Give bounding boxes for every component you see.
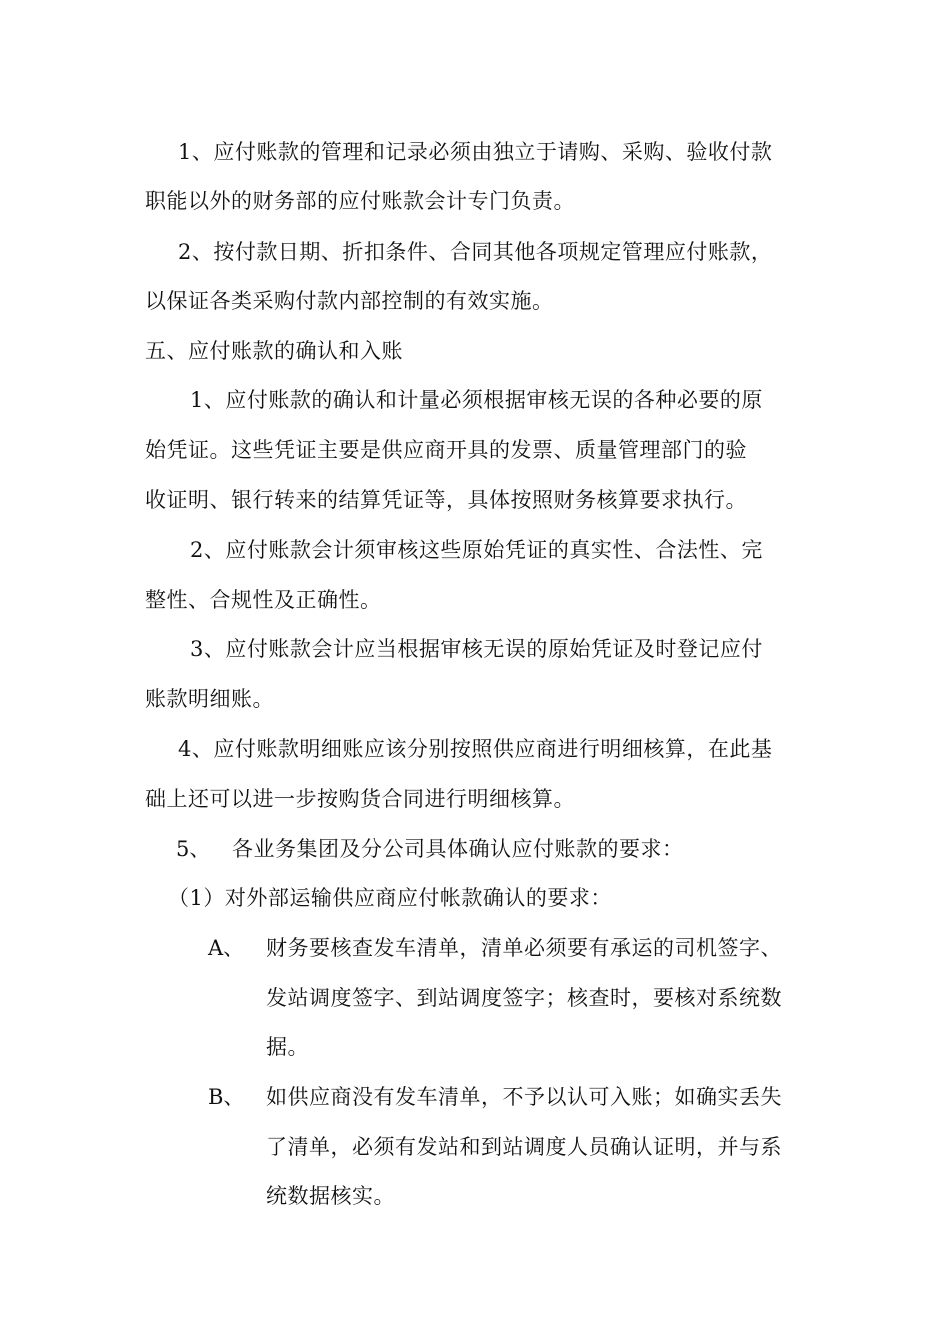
section-heading: 五、应付账款的确认和入账 [145,339,403,363]
paragraph-line: 收证明、银行转来的结算凭证等，具体按照财务核算要求执行。 [145,488,747,512]
paragraph-line: 发站调度签字、到站调度签字；核查时，要核对系统数 [266,986,782,1010]
paragraph-line: 1、应付账款的管理和记录必须由独立于请购、采购、验收付款 [178,140,773,164]
paragraph-line: 2、应付账款会计须审核这些原始凭证的真实性、合法性、完 [190,538,763,562]
paragraph-line: 础上还可以进一步按购货合同进行明细核算。 [145,787,575,811]
paragraph-line: 4、应付账款明细账应该分别按照供应商进行明细核算，在此基 [178,737,773,761]
paragraph-line: 统数据核实。 [266,1184,395,1208]
paragraph-line: 1、应付账款的确认和计量必须根据审核无误的各种必要的原 [190,388,763,412]
paragraph-line: 各业务集团及分公司具体确认应付账款的要求： [232,837,684,861]
paragraph-line: 了清单，必须有发站和到站调度人员确认证明，并与系 [266,1135,782,1159]
paragraph-line: 职能以外的财务部的应付账款会计专门负责。 [145,189,575,213]
paragraph-line: 始凭证。这些凭证主要是供应商开具的发票、质量管理部门的验 [145,438,747,462]
subsection-heading: （1）对外部运输供应商应付帐款确认的要求： [168,886,612,910]
list-number: 5、 [176,837,211,861]
paragraph-line: 账款明细账。 [145,687,274,711]
paragraph-line: 如供应商没有发车清单，不予以认可入账；如确实丢失 [266,1085,782,1109]
list-marker: A、 [208,936,245,960]
list-marker: B、 [208,1085,245,1109]
paragraph-line: 财务要核查发车清单，清单必须要有承运的司机签字、 [266,936,782,960]
paragraph-line: 2、按付款日期、折扣条件、合同其他各项规定管理应付账款， [178,240,773,264]
paragraph-line: 以保证各类采购付款内部控制的有效实施。 [145,289,554,313]
paragraph-line: 据。 [266,1035,309,1059]
paragraph-line: 3、应付账款会计应当根据审核无误的原始凭证及时登记应付 [190,637,763,661]
paragraph-line: 整性、合规性及正确性。 [145,588,382,612]
